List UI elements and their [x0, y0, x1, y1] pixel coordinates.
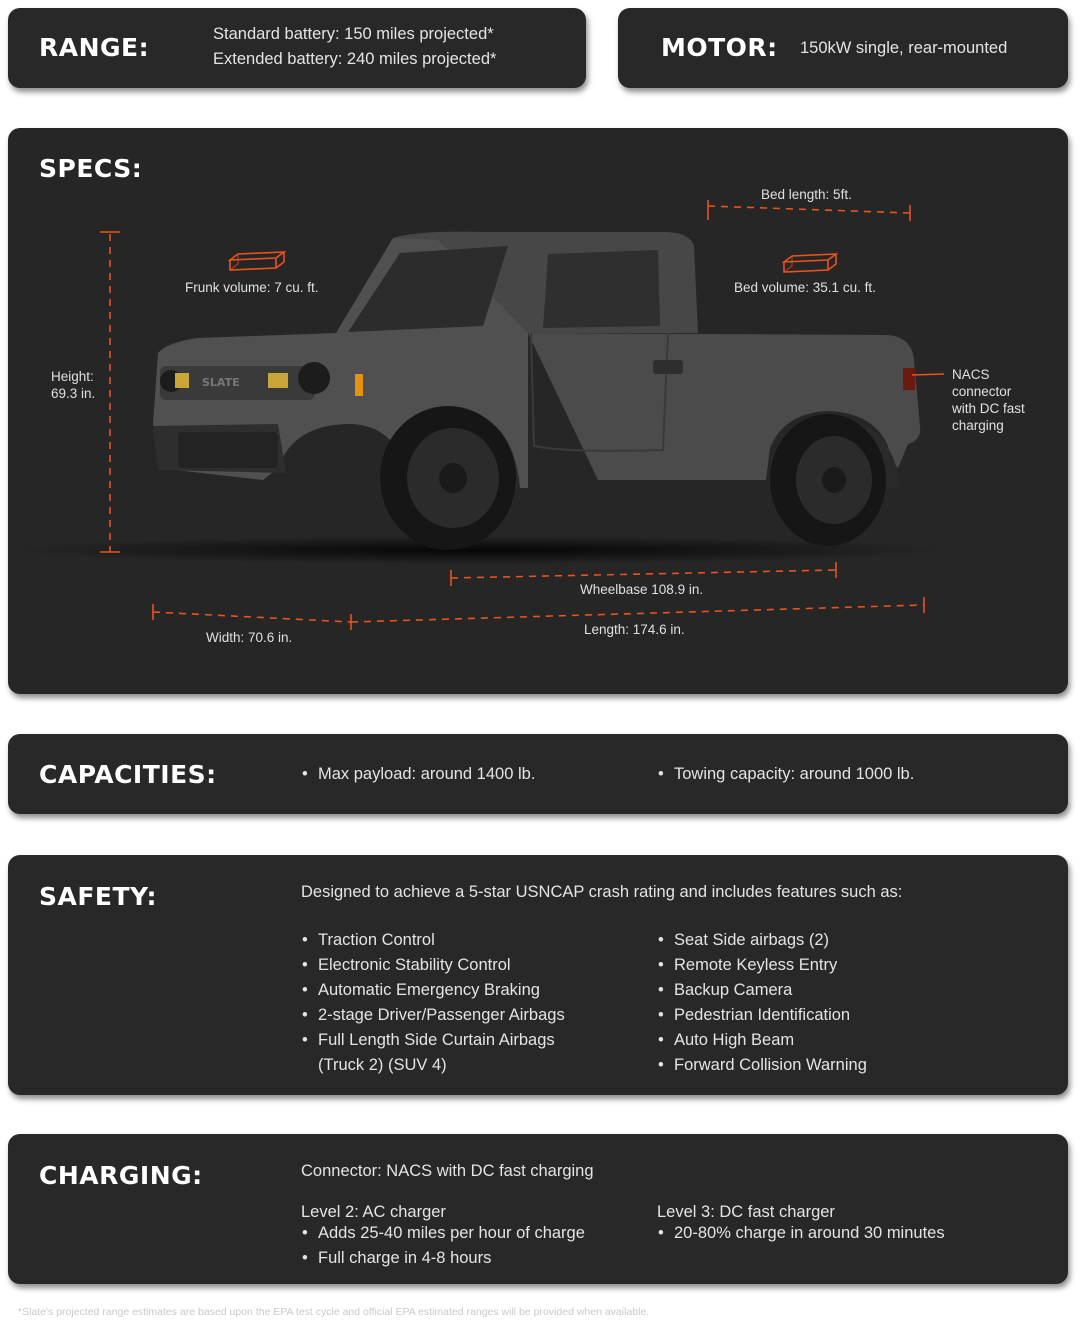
safety-intro: Designed to achieve a 5-star USNCAP crash rating and includes features such as: — [301, 883, 903, 901]
list-item: • Seat Side airbags (2) — [657, 928, 867, 953]
charging-connector: Connector: NACS with DC fast charging — [301, 1162, 594, 1180]
list-item: • Electronic Stability Control — [301, 953, 565, 978]
frunk-box-icon — [230, 252, 284, 270]
capacities-list-left — [301, 762, 535, 787]
safety-list-right — [657, 928, 867, 1078]
list-item: • Automatic Emergency Braking — [301, 978, 565, 1003]
list-item: • 20-80% charge in around 30 minutes — [657, 1221, 945, 1246]
list-item: • Adds 25-40 miles per hour of charge — [301, 1221, 585, 1246]
capacities-list-right — [657, 762, 914, 787]
list-item-line: (Truck 2) (SUV 4) — [318, 1056, 447, 1074]
capacities-heading: CAPACITIES: — [39, 760, 217, 789]
safety-list-left — [301, 928, 565, 1078]
list-item — [301, 1028, 565, 1078]
frunk-volume-label: Frunk volume: 7 cu. ft. — [185, 280, 319, 295]
level3-title: Level 3: DC fast charger — [657, 1203, 835, 1221]
list-item: • 2-stage Driver/Passenger Airbags — [301, 1003, 565, 1028]
bed-volume-label: Bed volume: 35.1 cu. ft. — [734, 280, 876, 295]
list-item: • Towing capacity: around 1000 lb. — [657, 762, 914, 787]
list-item: • Pedestrian Identification — [657, 1003, 867, 1028]
list-item-line: Full Length Side Curtain Airbags — [318, 1031, 555, 1049]
nacs-label-line1: NACS — [952, 367, 990, 382]
front-wheel — [380, 406, 516, 550]
range-card — [8, 8, 586, 88]
truck-diagram — [8, 128, 1068, 694]
height-label-line2: 69.3 in. — [51, 386, 96, 401]
level2-list — [301, 1221, 585, 1271]
nacs-label-line2: connector — [952, 384, 1012, 399]
badge-text: SLATE — [202, 376, 240, 389]
bed-box-icon — [784, 254, 836, 272]
list-item: • Remote Keyless Entry — [657, 953, 867, 978]
range-extended-battery: Extended battery: 240 miles projected* — [213, 50, 497, 68]
footnote: *Slate's projected range estimates are based upon the EPA test cycle and official EPA estimated ranges will be provided when available. — [18, 1306, 650, 1318]
charging-card — [8, 1134, 1068, 1284]
specs-heading: SPECS: — [39, 154, 143, 183]
motor-value: 150kW single, rear-mounted — [800, 39, 1008, 57]
level2-title: Level 2: AC charger — [301, 1203, 446, 1221]
width-label: Width: 70.6 in. — [206, 630, 293, 645]
specs-card — [8, 128, 1068, 694]
safety-heading: SAFETY: — [39, 882, 157, 911]
rear-wheel — [770, 414, 886, 546]
list-item: • Backup Camera — [657, 978, 867, 1003]
list-item: • Full charge in 4-8 hours — [301, 1246, 585, 1271]
motor-card — [618, 8, 1068, 88]
list-item: • Max payload: around 1400 lb. — [301, 762, 535, 787]
bed-length-label: Bed length: 5ft. — [761, 187, 852, 202]
height-label-line1: Height: — [51, 369, 94, 384]
nacs-label-line4: charging — [952, 418, 1004, 433]
range-heading: RANGE: — [39, 33, 150, 62]
list-item: • Traction Control — [301, 928, 565, 953]
safety-card — [8, 855, 1068, 1095]
wheelbase-label: Wheelbase 108.9 in. — [580, 582, 704, 597]
length-label: Length: 174.6 in. — [584, 622, 685, 637]
capacities-card — [8, 734, 1068, 814]
list-item: • Forward Collision Warning — [657, 1053, 867, 1078]
range-standard-battery: Standard battery: 150 miles projected* — [213, 25, 494, 43]
nacs-label-line3: with DC fast — [952, 401, 1025, 416]
motor-heading: MOTOR: — [661, 33, 778, 62]
list-item: • Auto High Beam — [657, 1028, 867, 1053]
charging-heading: CHARGING: — [39, 1161, 203, 1190]
level3-list — [657, 1221, 945, 1246]
